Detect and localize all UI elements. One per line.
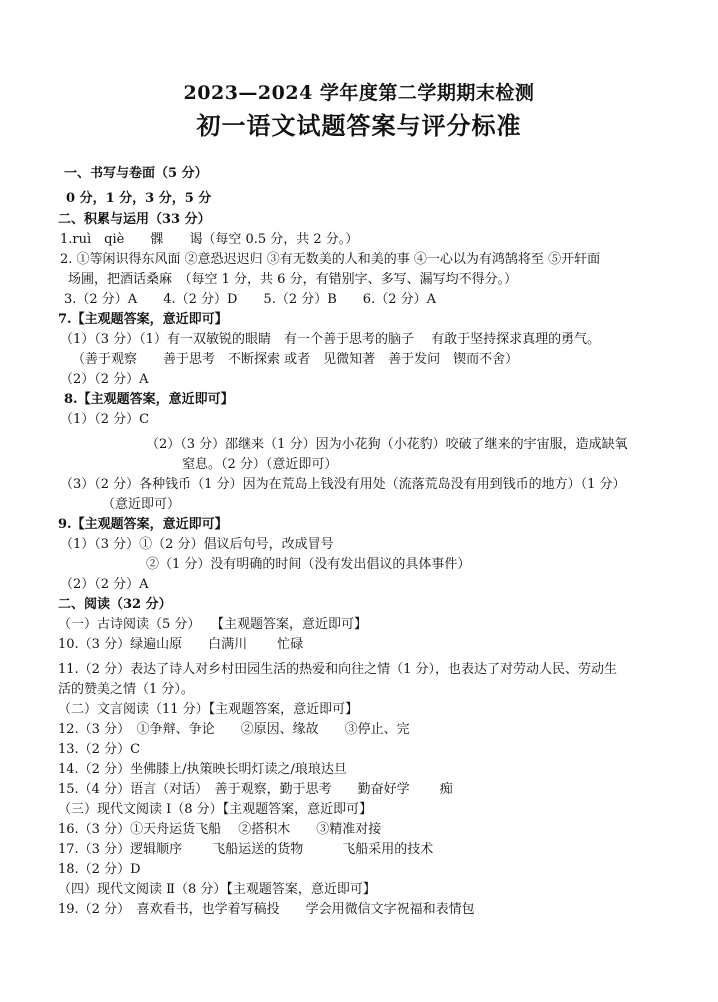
modern-reading-2-heading: （四）现代文阅读 Ⅱ（8 分）【主观题答案，意近即可】 (58, 882, 376, 897)
answer-q3-q6: 3.（2 分）A 4.（2 分）D 5.（2 分）B 6.（2 分）A (64, 292, 436, 307)
q9-heading: 9.【主观题答案，意近即可】 (58, 517, 228, 532)
document-subtitle: 初一语文试题答案与评分标准 (196, 112, 522, 140)
writing-score-options: 0 分，1 分，3 分，5 分 (66, 191, 212, 206)
answer-q2-line2: 场圃，把酒话桑麻 （每空 1 分，共 6 分，有错别字、多写、漏写均不得分。） (68, 272, 518, 287)
answer-q13: 13.（2 分）C (58, 742, 141, 757)
answer-q8-3-line2: （意近即可） (102, 497, 181, 512)
answer-q12: 12.（3 分） ①争辩、争论 ②原因、缘故 ③停止、完 (58, 722, 410, 737)
answer-q8-1: （1）（2 分）C (60, 412, 150, 427)
answer-q8-3-line1: （3）（2 分）各种钱币（1 分）因为在荒岛上钱没有用处（流落荒岛没有用到钱币的地方）（1 分） (60, 477, 626, 492)
modern-reading-1-heading: （三）现代文阅读 Ⅰ（8 分）【主观题答案，意近即可】 (58, 802, 373, 817)
answer-q15: 15.（4 分）语言（对话） 善于观察，勤于思考 勤奋好学 痴 (58, 782, 453, 797)
answer-q16: 16.（3 分）①天舟运货飞船 ②搭积木 ③精准对接 (58, 822, 382, 837)
answer-q7-1: （1）（3 分）（1）有一双敏锐的眼睛 有一个善于思考的脑子 有敢于坚持探求真理的勇气。 (60, 332, 601, 347)
section-reading-heading: 二、阅读（32 分） (58, 597, 172, 612)
document-title: 2023—2024 学年度第二学期期末检测 (183, 82, 535, 104)
answer-q8-2-line1: （2）（3 分）邵继来（1 分）因为小花狗（小花豹）咬破了继来的宇宙服，造成缺氧 (146, 437, 628, 452)
poetry-reading-heading: （一）古诗阅读（5 分） 【主观题答案，意近即可】 (58, 617, 368, 632)
answer-q18: 18.（2 分）D (58, 862, 141, 877)
classical-reading-heading: （二）文言阅读（11 分）【主观题答案，意近即可】 (58, 702, 359, 717)
answer-q9-1-line2: ②（1 分）没有明确的时间（没有发出倡议的具体事件） (146, 557, 471, 572)
answer-q14: 14.（2 分）坐佛膝上/执策映长明灯读之/琅琅达旦 (58, 762, 347, 777)
answer-q19: 19.（2 分） 喜欢看书，也学着写稿投 学会用微信文字祝福和表情包 (58, 902, 475, 917)
answer-q2-line1: 2. ①等闲识得东风面 ②意恐迟迟归 ③有无数美的人和美的事 ④一心以为有鸿鹄将至 ⑤开轩面 (60, 252, 601, 267)
answer-q8-2-line2: 窒息。（2 分）（意近即可） (182, 457, 338, 472)
answer-q10: 10.（3 分）绿遍山原 白满川 忙碌 (58, 637, 304, 652)
section-writing-heading: 一、书写与卷面（5 分） (64, 166, 208, 181)
answer-q7-1-alternatives: （善于观察 善于思考 不断探索 或者 见微知著 善于发问 锲而不舍） (72, 352, 519, 367)
answer-q9-2: （2）（2 分）A (60, 577, 149, 592)
q7-heading: 7.【主观题答案，意近即可】 (58, 312, 228, 327)
answer-q11-line1: 11.（2 分）表达了诗人对乡村田园生活的热爱和向往之情（1 分），也表达了对劳动人民、劳动生 (58, 662, 617, 677)
answer-q11-line2: 活的赞美之情（1 分）。 (58, 682, 194, 697)
answer-q1: 1.ruì qiè 髁 谒（每空 0.5 分，共 2 分。） (60, 232, 359, 247)
section-accumulation-heading: 二、积累与运用（33 分） (58, 212, 211, 227)
answer-q7-2: （2）（2 分）A (60, 372, 149, 387)
q8-heading: 8.【主观题答案，意近即可】 (64, 392, 234, 407)
answer-q17: 17.（3 分）逻辑顺序 飞船运送的货物 飞船采用的技术 (58, 842, 434, 857)
answer-q9-1-line1: （1）（3 分）①（2 分）倡议后句号，改成冒号 (60, 537, 334, 552)
